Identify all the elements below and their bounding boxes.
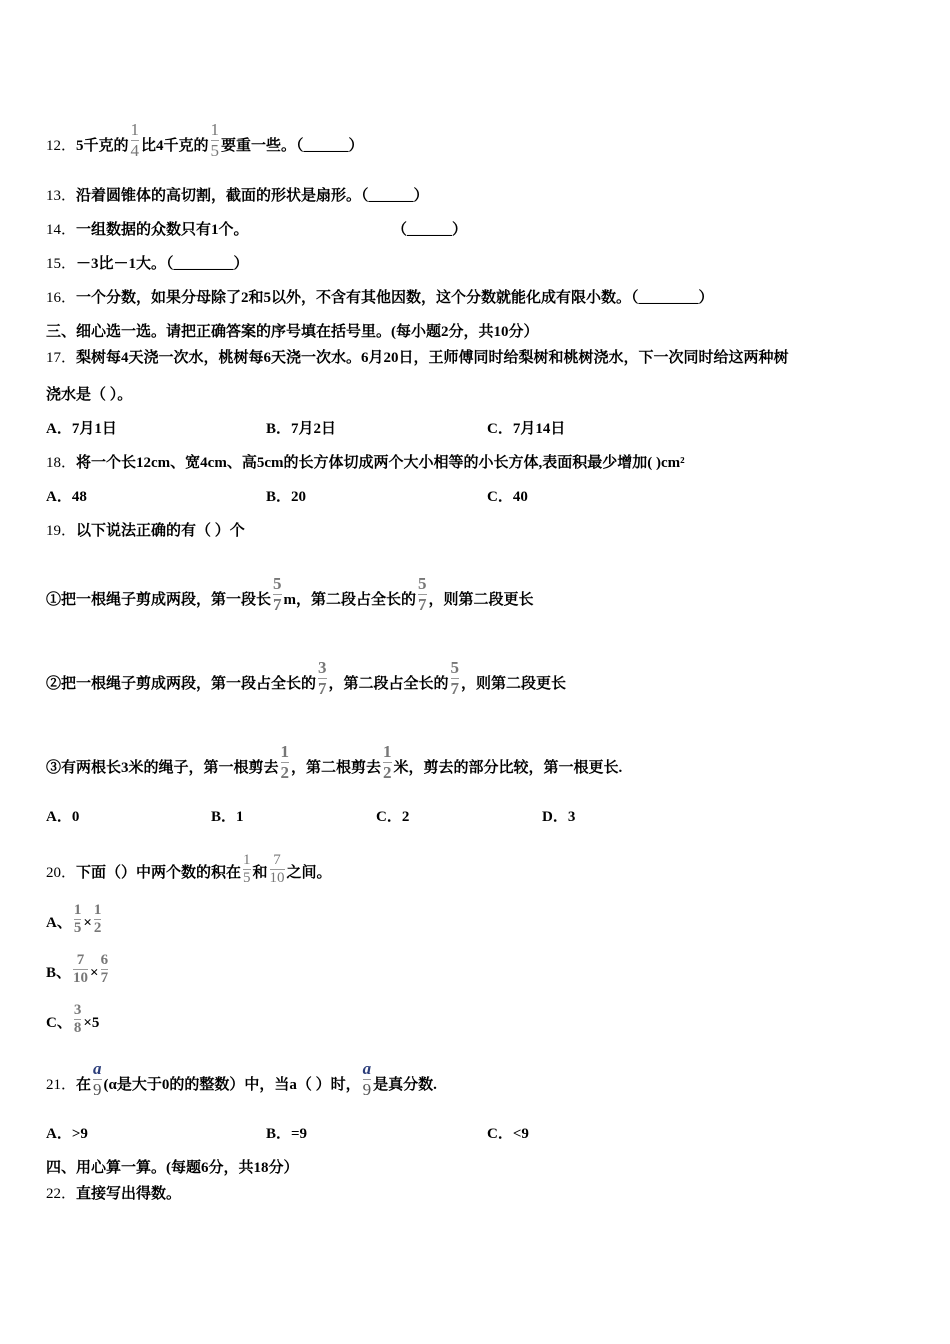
question-16: 16．一个分数，如果分母除了2和5以外，不含有其他因数，这个分数就能化成有限小数。（________） [46, 290, 714, 306]
question-14: 14．一组数据的众数只有1个。 [46, 222, 249, 238]
option-a: A．0 [46, 809, 80, 825]
question-15: 15．－3比－1大。（________） [46, 256, 249, 272]
option-c: C．2 [376, 809, 410, 825]
statement-3: ③有两根长3米的绳子，第一根剪去 $\frac{1}{2}$ ，第二根剪去 $\frac{1}{2}$ 米，剪去的部分比较，第一根更长. [46, 742, 623, 782]
question-17-line2: 浇水是（ ）。 [46, 387, 133, 403]
option-c: C．<9 [487, 1126, 529, 1142]
option-a: A．>9 [46, 1126, 88, 1142]
section-4-heading: 四、用心算一算。(每题6分，共18分） [46, 1160, 299, 1176]
fraction: $\frac{1}{2}$ [383, 742, 392, 782]
fraction: $\frac{a}{9}$ [93, 1059, 102, 1099]
option-b: B．20 [266, 489, 307, 505]
fraction: $\frac{1}{4}$ [130, 120, 140, 160]
option-c: C、 $\frac{3}{8}$ ×5 [46, 1002, 100, 1036]
option-a: A、 $\frac{1}{5}$ × $\frac{1}{2}$ [46, 902, 102, 936]
option-b: B．=9 [266, 1126, 308, 1142]
statement-1: ①把一根绳子剪成两段，第一段长 $\frac{5}{7}$ m，第二段占全长的 $\frac{5}{7}$ ，则第二段更长 [46, 574, 534, 614]
option-b: B．1 [211, 809, 244, 825]
fraction: $\frac{3}{7}$ [318, 658, 327, 698]
statement-2: ②把一根绳子剪成两段，第一段占全长的 $\frac{3}{7}$ ，第二段占全长的 $\frac{5}{7}$ ，则第二段更长 [46, 658, 567, 698]
question-14-blank: （______） [392, 222, 468, 238]
option-b: B、 $\frac{7}{10}$ × $\frac{6}{7}$ [46, 952, 109, 986]
question-20: 20．下面（）中两个数的积在 $\frac{1}{5}$ 和 $\frac{7}{10}$ 之间。 [46, 852, 332, 886]
fraction: $\frac{1}{2}$ [280, 742, 290, 782]
option-a: A．48 [46, 489, 87, 505]
question-21: 21．在 $\frac{a}{9}$ (α是大于0的的整数）中，当a（ ）时， $\frac{a}{9}$ 是真分数. [46, 1059, 437, 1099]
fraction: $\frac{1}{5}$ [73, 902, 82, 936]
question-19: 19．以下说法正确的有（ ）个 [46, 523, 245, 539]
option-a: A．7月1日 [46, 421, 117, 437]
fraction: $\frac{1}{5}$ [210, 120, 220, 160]
option-d: D．3 [542, 809, 576, 825]
fraction: $\frac{6}{7}$ [100, 952, 109, 986]
fraction: $\frac{7}{10}$ [269, 852, 285, 886]
question-13: 13．沿着圆锥体的高切割，截面的形状是扇形。（______） [46, 188, 429, 204]
question-17: 17．梨树每4天浇一次水，桃树每6天浇一次水。6月20日，王师傅同时给梨树和桃树浇水，下一次同时给这两种树 [46, 350, 789, 366]
option-c: C．40 [487, 489, 528, 505]
question-22: 22．直接写出得数。 [46, 1186, 182, 1202]
fraction: $\frac{5}{7}$ [273, 574, 282, 614]
question-18: 18．将一个长12cm、宽4cm、高5cm的长方体切成两个大小相等的小长方体,表面积最少增加( )cm² [46, 455, 685, 471]
fraction: $\frac{7}{10}$ [73, 952, 89, 986]
fraction: $\frac{5}{7}$ [450, 658, 460, 698]
fraction: $\frac{1}{2}$ [93, 902, 102, 936]
option-c: C．7月14日 [487, 421, 566, 437]
fraction: $\frac{5}{7}$ [418, 574, 427, 614]
fraction: $\frac{1}{5}$ [243, 852, 251, 886]
option-b: B．7月2日 [266, 421, 337, 437]
question-12: 12．5千克的 $\frac{1}{4}$ 比4千克的 $\frac{1}{5}$ 要重一些。（______） [46, 120, 364, 160]
fraction: $\frac{a}{9}$ [362, 1059, 372, 1099]
fraction: $\frac{3}{8}$ [73, 1002, 82, 1036]
section-3-heading: 三、细心选一选。请把正确答案的序号填在括号里。(每小题2分，共10分） [46, 324, 539, 340]
